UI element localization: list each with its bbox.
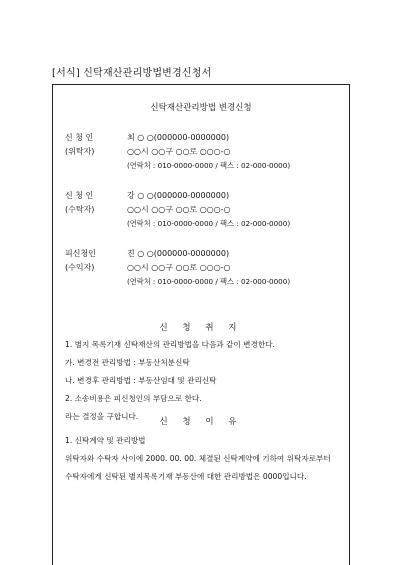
party-name: 진 ○ ○(000000-0000000) bbox=[127, 249, 230, 258]
party-applicant-trustor bbox=[65, 131, 290, 173]
party-respondent-beneficiary bbox=[65, 247, 290, 289]
party-name: 최 ○ ○(000000-0000000) bbox=[127, 133, 230, 142]
party-contact: (연락처 : 010-0000-0000 / 팩스 : 02-000-0000) bbox=[127, 277, 291, 286]
party-name: 강 ○ ○(000000-0000000) bbox=[127, 191, 230, 200]
purpose-line: 가. 변경전 관리방법 : 부동산처분신탁 bbox=[65, 358, 190, 367]
reason-line: 위탁자와 수탁자 사이에 2000. 00. 00. 체결된 신탁계약에 기하여 위탁자로부터 bbox=[65, 454, 331, 463]
reason-line: 1. 신탁계약 및 관리방법 bbox=[65, 436, 146, 445]
purpose-line: 라는 결정을 구합니다. bbox=[65, 412, 139, 421]
party-applicant-trustee bbox=[65, 189, 290, 231]
reason-body bbox=[65, 432, 343, 486]
application-document bbox=[52, 84, 350, 565]
party-address: ○○시 ○○구 ○○로 ○○○-○ bbox=[127, 147, 231, 156]
party-role-sub: (위탁자) bbox=[65, 147, 95, 156]
party-role: 피신청인 bbox=[65, 249, 96, 258]
purpose-body bbox=[65, 336, 343, 426]
party-address: ○○시 ○○구 ○○로 ○○○-○ bbox=[127, 205, 231, 214]
party-role: 신 청 인 bbox=[65, 191, 94, 200]
party-role: 신 청 인 bbox=[65, 133, 94, 142]
form-label: [서식] 신탁재산관리방법변경신청서 bbox=[52, 68, 212, 79]
party-role-sub: (수탁자) bbox=[65, 205, 95, 214]
party-role-sub: (수익자) bbox=[65, 263, 95, 272]
purpose-heading: 신 청 취 지 bbox=[159, 323, 243, 333]
party-contact: (연락처 : 010-0000-0000 / 팩스 : 02-000-0000) bbox=[127, 161, 291, 170]
party-address: ○○시 ○○구 ○○로 ○○○-○ bbox=[127, 263, 231, 272]
purpose-line: 1. 별지 목록기재 신탁재산의 관리방법을 다음과 같이 변경한다. bbox=[65, 340, 275, 349]
reason-line: 수탁자에게 신탁된 별지목록기재 부동산에 대한 관리방법은 0000입니다. bbox=[65, 472, 307, 481]
document-title: 신탁재산관리방법 변경신청 bbox=[150, 103, 252, 113]
reason-heading: 신 청 이 유 bbox=[159, 417, 243, 427]
purpose-line: 나. 변경후 관리방법 : 부동산임대 및 관리신탁 bbox=[65, 376, 217, 385]
party-contact: (연락처 : 010-0000-0000 / 팩스 : 02-000-0000) bbox=[127, 219, 291, 228]
purpose-line: 2. 소송비용은 피신청인의 부담으로 한다. bbox=[65, 394, 202, 403]
